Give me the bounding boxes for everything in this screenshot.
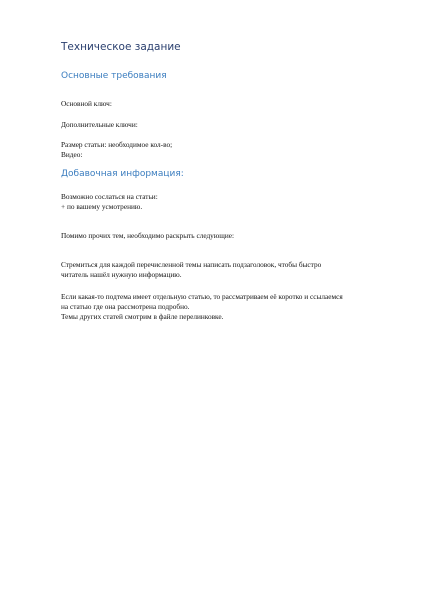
other-articles-note: Темы других статей смотрим в файле перелинковке. xyxy=(61,312,224,321)
subtopic-instruction-line-2: на статью где она рассмотрена подробно. xyxy=(61,302,190,311)
extra-keys-label: Дополнительные ключи: xyxy=(61,120,138,129)
subtopic-instruction-line-1: Если какая-то подтема имеет отдельную статью, то рассматриваем её коротко и ссылаемся xyxy=(61,292,343,301)
links-line-1: Возможно сослаться на статьи: xyxy=(61,192,158,201)
document-title: Техническое задание xyxy=(61,41,181,53)
primary-key-label: Основной ключ: xyxy=(61,99,112,108)
links-line-2: + по вашему усмотрению. xyxy=(61,202,143,211)
article-size-label: Размер статьи: необходимое кол-во; xyxy=(61,140,173,149)
subheading-instruction-line-2: читатель нашёл нужную информацию. xyxy=(61,270,182,279)
video-label: Видео: xyxy=(61,150,83,159)
subheading-instruction-line-1: Стремиться для каждой перечисленной темы написать подзаголовок, чтобы быстро xyxy=(61,260,322,269)
section-heading-extra-info: Добавочная информация: xyxy=(61,169,184,179)
topics-intro: Помимо прочих тем, необходимо раскрыть следующие: xyxy=(61,231,235,240)
section-heading-main-requirements: Основные требования xyxy=(61,71,167,81)
